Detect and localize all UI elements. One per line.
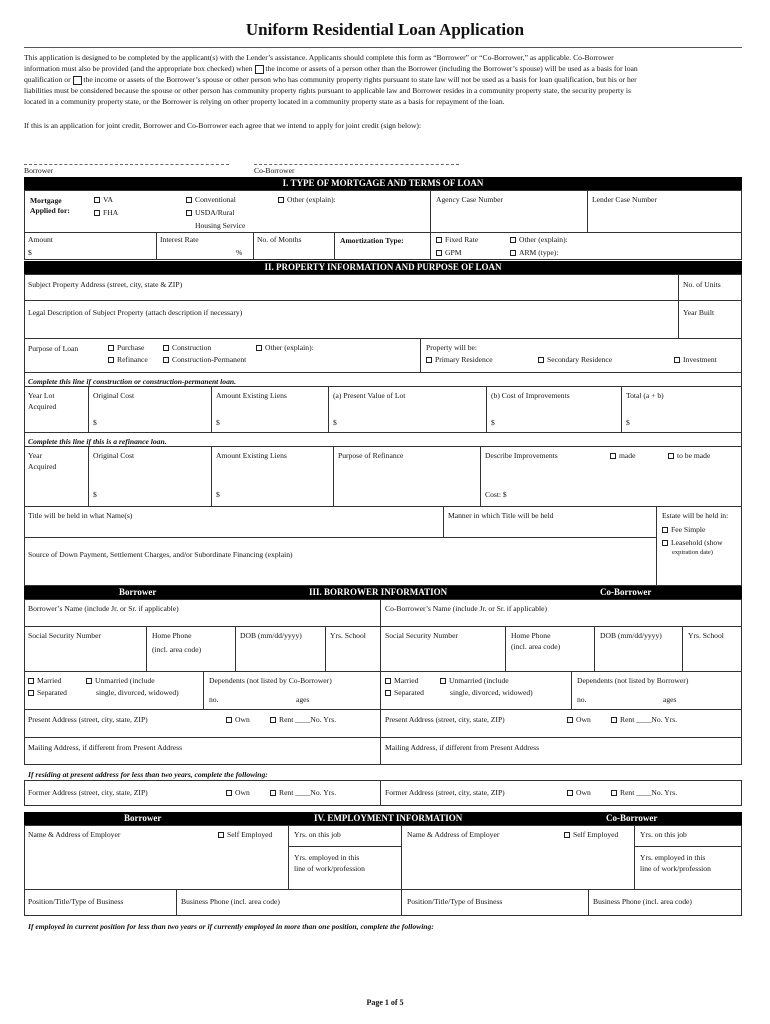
borrower-unmarried-checkbox[interactable] xyxy=(86,678,92,684)
coborrower-unmarried-checkbox[interactable] xyxy=(440,678,446,684)
amount-field[interactable]: Amount xyxy=(28,235,53,244)
year-built-field[interactable]: Year Built xyxy=(683,308,715,317)
manner-of-title-field[interactable]: Manner in which Title will be held xyxy=(448,511,554,520)
coborrower-business-phone-field[interactable]: Business Phone (incl. area code) xyxy=(593,897,692,906)
borrower-rent-checkbox[interactable] xyxy=(270,717,276,723)
coborrower-yrs-on-job-field[interactable]: Yrs. on this job xyxy=(640,830,687,839)
leasehold-option[interactable]: Leasehold (show xyxy=(662,538,723,547)
interest-percent-sign: % xyxy=(236,248,243,257)
coborrower-self-employed-option[interactable]: Self Employed xyxy=(564,830,618,839)
page-title: Uniform Residential Loan Application xyxy=(245,20,525,39)
construction-permanent-checkbox[interactable] xyxy=(163,357,169,363)
coborrower-former-rent-option[interactable]: Rent ____No. Yrs. xyxy=(611,788,677,797)
cost-improvements-dollar: $ xyxy=(491,418,495,427)
borrower-dob-field[interactable]: DOB (mm/dd/yyyy) xyxy=(240,631,302,640)
coborrower-single-label: single, divorced, widowed) xyxy=(450,688,533,697)
section-4-title: IV. EMPLOYMENT INFORMATION xyxy=(314,813,463,823)
refinance-option[interactable]: Refinance xyxy=(108,355,148,364)
fee-simple-checkbox[interactable] xyxy=(662,527,668,533)
borrower-signature-line[interactable] xyxy=(24,164,229,165)
borrower-former-own-checkbox[interactable] xyxy=(226,790,232,796)
borrower-name-field[interactable]: Borrower’s Name (include Jr. or Sr. if applicable) xyxy=(28,604,179,613)
construction-checkbox[interactable] xyxy=(163,345,169,351)
coborrower-married-option[interactable]: Married xyxy=(385,676,418,685)
borrower-former-own-option[interactable]: Own xyxy=(226,788,250,797)
borrower-own-checkbox[interactable] xyxy=(226,717,232,723)
coborrower-dependents-ages: ages xyxy=(663,695,677,704)
original-cost-dollar: $ xyxy=(93,418,97,427)
existing-liens-field[interactable]: Amount Existing Liens xyxy=(216,391,287,400)
borrower-former-rent-option[interactable]: Rent ____No. Yrs. xyxy=(270,788,336,797)
intro-line-3: qualification or the income or assets of the Borrower’s spouse or other person who has community property rights pursuant to state law will not be used as a basis for loan qualification, but his or her xyxy=(24,75,637,84)
coborrower-former-own-checkbox[interactable] xyxy=(567,790,573,796)
leasehold-checkbox[interactable] xyxy=(662,540,668,546)
legal-description-field[interactable]: Legal Description of Subject Property (attach description if necessary) xyxy=(28,308,243,317)
borrower-rent-option[interactable]: Rent ____No. Yrs. xyxy=(270,715,336,724)
construction-note: Complete this line if construction or construction-permanent loan. xyxy=(28,377,237,386)
va-checkbox[interactable] xyxy=(94,197,100,203)
borrower-former-rent-checkbox[interactable] xyxy=(270,790,276,796)
borrower-self-employed-option[interactable]: Self Employed xyxy=(218,830,272,839)
employment-coborrower-header: Co-Borrower xyxy=(606,813,658,823)
refi-existing-liens-field[interactable]: Amount Existing Liens xyxy=(216,451,287,460)
amount-dollar-sign: $ xyxy=(28,248,32,257)
coborrower-mailing-address-field[interactable]: Mailing Address, if different from Present Address xyxy=(385,743,540,752)
section-4-header xyxy=(24,812,742,825)
number-of-units-field[interactable]: No. of Units xyxy=(683,280,721,289)
coborrower-former-address-field[interactable]: Former Address (street, city, state, ZIP) xyxy=(385,788,505,797)
coborrower-area-code-label: (incl. area code) xyxy=(511,642,561,651)
other-amortization-checkbox[interactable] xyxy=(510,237,516,243)
usda-option[interactable]: USDA/Rural xyxy=(186,208,235,217)
describe-improvements-field[interactable]: Describe Improvements xyxy=(485,451,558,460)
lender-case-number-field[interactable]: Lender Case Number xyxy=(592,195,657,204)
title-names-field[interactable]: Title will be held in what Name(s) xyxy=(28,511,133,520)
investment-checkbox[interactable] xyxy=(674,357,680,363)
borrower-column-header: Borrower xyxy=(119,587,157,597)
coborrower-unmarried-option[interactable]: Unmarried (include xyxy=(440,676,509,685)
borrower-unmarried-option[interactable]: Unmarried (include xyxy=(86,676,155,685)
to-be-made-checkbox[interactable] xyxy=(668,453,674,459)
coborrower-ssn-field[interactable]: Social Security Number xyxy=(385,631,458,640)
coborrower-former-rent-checkbox[interactable] xyxy=(611,790,617,796)
property-will-be-label: Property will be: xyxy=(426,343,478,352)
refinance-checkbox[interactable] xyxy=(108,357,114,363)
original-cost-field[interactable]: Original Cost xyxy=(93,391,135,400)
borrower-home-phone-field[interactable]: Home Phone xyxy=(152,631,192,640)
joint-credit-statement: If this is an application for joint credit, Borrower and Co-Borrower each agree that we intend to apply for joint credit (sign below): xyxy=(24,121,422,130)
coborrower-rent-checkbox[interactable] xyxy=(611,717,617,723)
borrower-dependents-no: no. xyxy=(209,695,219,704)
total-dollar: $ xyxy=(626,418,630,427)
other-mortgage-checkbox[interactable] xyxy=(278,197,284,203)
borrower-position-field[interactable]: Position/Title/Type of Business xyxy=(28,897,124,906)
intro-line-4: liabilities must be considered because the spouse or other person has community property rights pursuant to applicable law and Borrower resides in a community property state, the security property is xyxy=(24,86,631,95)
secondary-residence-checkbox[interactable] xyxy=(538,357,544,363)
purpose-of-refinance-field[interactable]: Purpose of Refinance xyxy=(338,451,404,460)
section-3-header xyxy=(24,586,742,599)
borrower-ssn-field[interactable]: Social Security Number xyxy=(28,631,101,640)
coborrower-signature-label: Co-Borrower xyxy=(254,166,295,175)
borrower-married-option[interactable]: Married xyxy=(28,676,61,685)
construction-permanent-option[interactable]: Construction-Permanent xyxy=(163,355,246,364)
intro-line-2: information must also be provided (and the appropriate box checked) when the income or assets of a person other than the Borrower (including the Borrower’s spouse) will be used as a basis for loan xyxy=(24,64,638,73)
borrower-separated-checkbox[interactable] xyxy=(28,690,34,696)
interest-rate-field[interactable]: Interest Rate xyxy=(160,235,199,244)
agency-case-number-field[interactable]: Agency Case Number xyxy=(436,195,504,204)
purchase-option[interactable]: Purchase xyxy=(108,343,144,352)
cost-of-improvements-field[interactable]: (b) Cost of Improvements xyxy=(491,391,570,400)
existing-liens-dollar: $ xyxy=(216,418,220,427)
borrower-yrs-employed-field[interactable]: Yrs. employed in this xyxy=(294,853,360,862)
present-value-dollar: $ xyxy=(333,418,337,427)
arm-option[interactable]: ARM (type): xyxy=(510,248,558,257)
community-property-checkbox[interactable] xyxy=(73,76,82,85)
borrower-own-option[interactable]: Own xyxy=(226,715,250,724)
coborrower-line-of-work-label: line of work/profession xyxy=(640,864,711,873)
refi-year-label: Year xyxy=(28,451,42,460)
number-of-months-field[interactable]: No. of Months xyxy=(257,235,302,244)
borrower-present-address-field[interactable]: Present Address (street, city, state, ZIP) xyxy=(28,715,148,724)
present-value-lot-field[interactable]: (a) Present Value of Lot xyxy=(333,391,406,400)
coborrower-separated-checkbox[interactable] xyxy=(385,690,391,696)
coborrower-own-option[interactable]: Own xyxy=(567,715,591,724)
section-2-box xyxy=(24,274,742,586)
coborrower-married-checkbox[interactable] xyxy=(385,678,391,684)
coborrower-signature-line[interactable] xyxy=(254,164,459,165)
borrower-dependents-ages: ages xyxy=(296,695,310,704)
amortization-type-label: Amortization Type: xyxy=(340,236,404,245)
coborrower-yrs-school-field[interactable]: Yrs. School xyxy=(688,631,724,640)
coborrower-name-field[interactable]: Co-Borrower’s Name (include Jr. or Sr. if applicable) xyxy=(385,604,548,613)
employment-borrower-header: Borrower xyxy=(124,813,162,823)
purpose-of-loan-label: Purpose of Loan xyxy=(28,344,79,353)
made-option[interactable]: made xyxy=(610,451,635,460)
coborrower-yrs-employed-field[interactable]: Yrs. employed in this xyxy=(640,853,706,862)
other-purpose-checkbox[interactable] xyxy=(256,345,262,351)
estate-held-in-label: Estate will be held in: xyxy=(662,511,729,520)
borrower-separated-option[interactable]: Separated xyxy=(28,688,67,697)
coborrower-income-checkbox[interactable] xyxy=(255,65,264,74)
refi-acquired-label: Acquired xyxy=(28,462,57,471)
arm-checkbox[interactable] xyxy=(510,250,516,256)
intro-line-5: located in a community property state, or the Borrower is relying on other property located in a community property state as a basis for repayment of the loan. xyxy=(24,97,505,106)
coborrower-own-checkbox[interactable] xyxy=(567,717,573,723)
borrower-single-label: single, divorced, widowed) xyxy=(96,688,179,697)
borrower-employer-field[interactable]: Name & Address of Employer xyxy=(28,830,121,839)
borrower-yrs-school-field[interactable]: Yrs. School xyxy=(330,631,366,640)
made-checkbox[interactable] xyxy=(610,453,616,459)
page-number: Page 1 of 5 xyxy=(366,998,404,1007)
fee-simple-option[interactable]: Fee Simple xyxy=(662,525,705,534)
refinance-note: Complete this line if this is a refinance loan. xyxy=(28,437,167,446)
coborrower-dependents-no: no. xyxy=(577,695,587,704)
mortgage-label: Mortgage xyxy=(30,196,62,205)
coborrower-separated-option[interactable]: Separated xyxy=(385,688,424,697)
refi-original-cost-dollar: $ xyxy=(93,490,97,499)
primary-residence-option[interactable]: Primary Residence xyxy=(426,355,493,364)
coborrower-dependents-field[interactable]: Dependents (not listed by Borrower) xyxy=(577,676,689,685)
borrower-signature-label: Borrower xyxy=(24,166,54,175)
coborrower-column-header: Co-Borrower xyxy=(600,587,652,597)
gpm-option[interactable]: GPM xyxy=(436,248,461,257)
coborrower-former-own-option[interactable]: Own xyxy=(567,788,591,797)
conventional-option[interactable]: Conventional xyxy=(186,195,236,204)
usda-checkbox[interactable] xyxy=(186,210,192,216)
borrower-business-phone-field[interactable]: Business Phone (incl. area code) xyxy=(181,897,280,906)
employment-note: If employed in current position for less than two years or if currently employed in more than one position, complete the following: xyxy=(28,922,434,931)
to-be-made-option[interactable]: to be made xyxy=(668,451,710,460)
applied-for-label: Applied for: xyxy=(30,206,70,215)
coborrower-present-address-field[interactable]: Present Address (street, city, state, ZIP) xyxy=(385,715,505,724)
borrower-dependents-field[interactable]: Dependents (not listed by Co-Borrower) xyxy=(209,676,332,685)
borrower-line-of-work-label: line of work/profession xyxy=(294,864,365,873)
total-field[interactable]: Total (a + b) xyxy=(626,391,664,400)
fixed-rate-option[interactable]: Fixed Rate xyxy=(436,235,478,244)
coborrower-home-phone-field[interactable]: Home Phone xyxy=(511,631,551,640)
construction-option[interactable]: Construction xyxy=(163,343,211,352)
other-amortization-option[interactable]: Other (explain): xyxy=(510,235,568,244)
fha-option[interactable]: FHA xyxy=(94,208,118,217)
acquired-label: Acquired xyxy=(28,402,57,411)
borrower-married-checkbox[interactable] xyxy=(28,678,34,684)
two-years-note: If residing at present address for less than two years, complete the following: xyxy=(28,770,268,779)
borrower-mailing-address-field[interactable]: Mailing Address, if different from Present Address xyxy=(28,743,183,752)
section-1-header: I. TYPE OF MORTGAGE AND TERMS OF LOAN xyxy=(24,177,742,190)
section-3-title: III. BORROWER INFORMATION xyxy=(309,587,448,597)
borrower-area-code-label: (incl. area code) xyxy=(152,645,202,654)
intro-line-1: This application is designed to be completed by the applicant(s) with the Lender’s assistance. Applicants should complete this form as “Borrower” or “Co-Borrower,” as applicable. Co-Borrower xyxy=(24,53,614,62)
investment-option[interactable]: Investment xyxy=(674,355,717,364)
refi-existing-liens-dollar: $ xyxy=(216,490,220,499)
other-mortgage-option[interactable]: Other (explain): xyxy=(278,195,336,204)
fixed-rate-checkbox[interactable] xyxy=(436,237,442,243)
section-2-header: II. PROPERTY INFORMATION AND PURPOSE OF LOAN xyxy=(24,261,742,274)
year-lot-label: Year Lot xyxy=(28,391,55,400)
refi-original-cost-field[interactable]: Original Cost xyxy=(93,451,135,460)
primary-residence-checkbox[interactable] xyxy=(426,357,432,363)
subject-property-address-field[interactable]: Subject Property Address (street, city, state & ZIP) xyxy=(28,280,183,289)
purchase-checkbox[interactable] xyxy=(108,345,114,351)
borrower-yrs-on-job-field[interactable]: Yrs. on this job xyxy=(294,830,341,839)
intro-paragraph xyxy=(24,52,742,107)
secondary-residence-option[interactable]: Secondary Residence xyxy=(538,355,612,364)
gpm-checkbox[interactable] xyxy=(436,250,442,256)
borrower-self-employed-checkbox[interactable] xyxy=(218,832,224,838)
expiration-date-note: expiration date) xyxy=(672,549,713,556)
conventional-checkbox[interactable] xyxy=(186,197,192,203)
coborrower-dob-field[interactable]: DOB (mm/dd/yyyy) xyxy=(600,631,662,640)
source-of-down-payment-field[interactable]: Source of Down Payment, Settlement Charges, and/or Subordinate Financing (explain) xyxy=(28,550,293,559)
coborrower-employer-field[interactable]: Name & Address of Employer xyxy=(407,830,500,839)
housing-service-label: Housing Service xyxy=(195,221,246,230)
coborrower-rent-option[interactable]: Rent ____No. Yrs. xyxy=(611,715,677,724)
other-purpose-option[interactable]: Other (explain): xyxy=(256,343,314,352)
borrower-former-address-field[interactable]: Former Address (street, city, state, ZIP) xyxy=(28,788,148,797)
va-option[interactable]: VA xyxy=(94,195,113,204)
cost-field[interactable]: Cost: $ xyxy=(485,490,507,499)
title-rule xyxy=(24,47,742,48)
coborrower-self-employed-checkbox[interactable] xyxy=(564,832,570,838)
fha-checkbox[interactable] xyxy=(94,210,100,216)
coborrower-position-field[interactable]: Position/Title/Type of Business xyxy=(407,897,503,906)
